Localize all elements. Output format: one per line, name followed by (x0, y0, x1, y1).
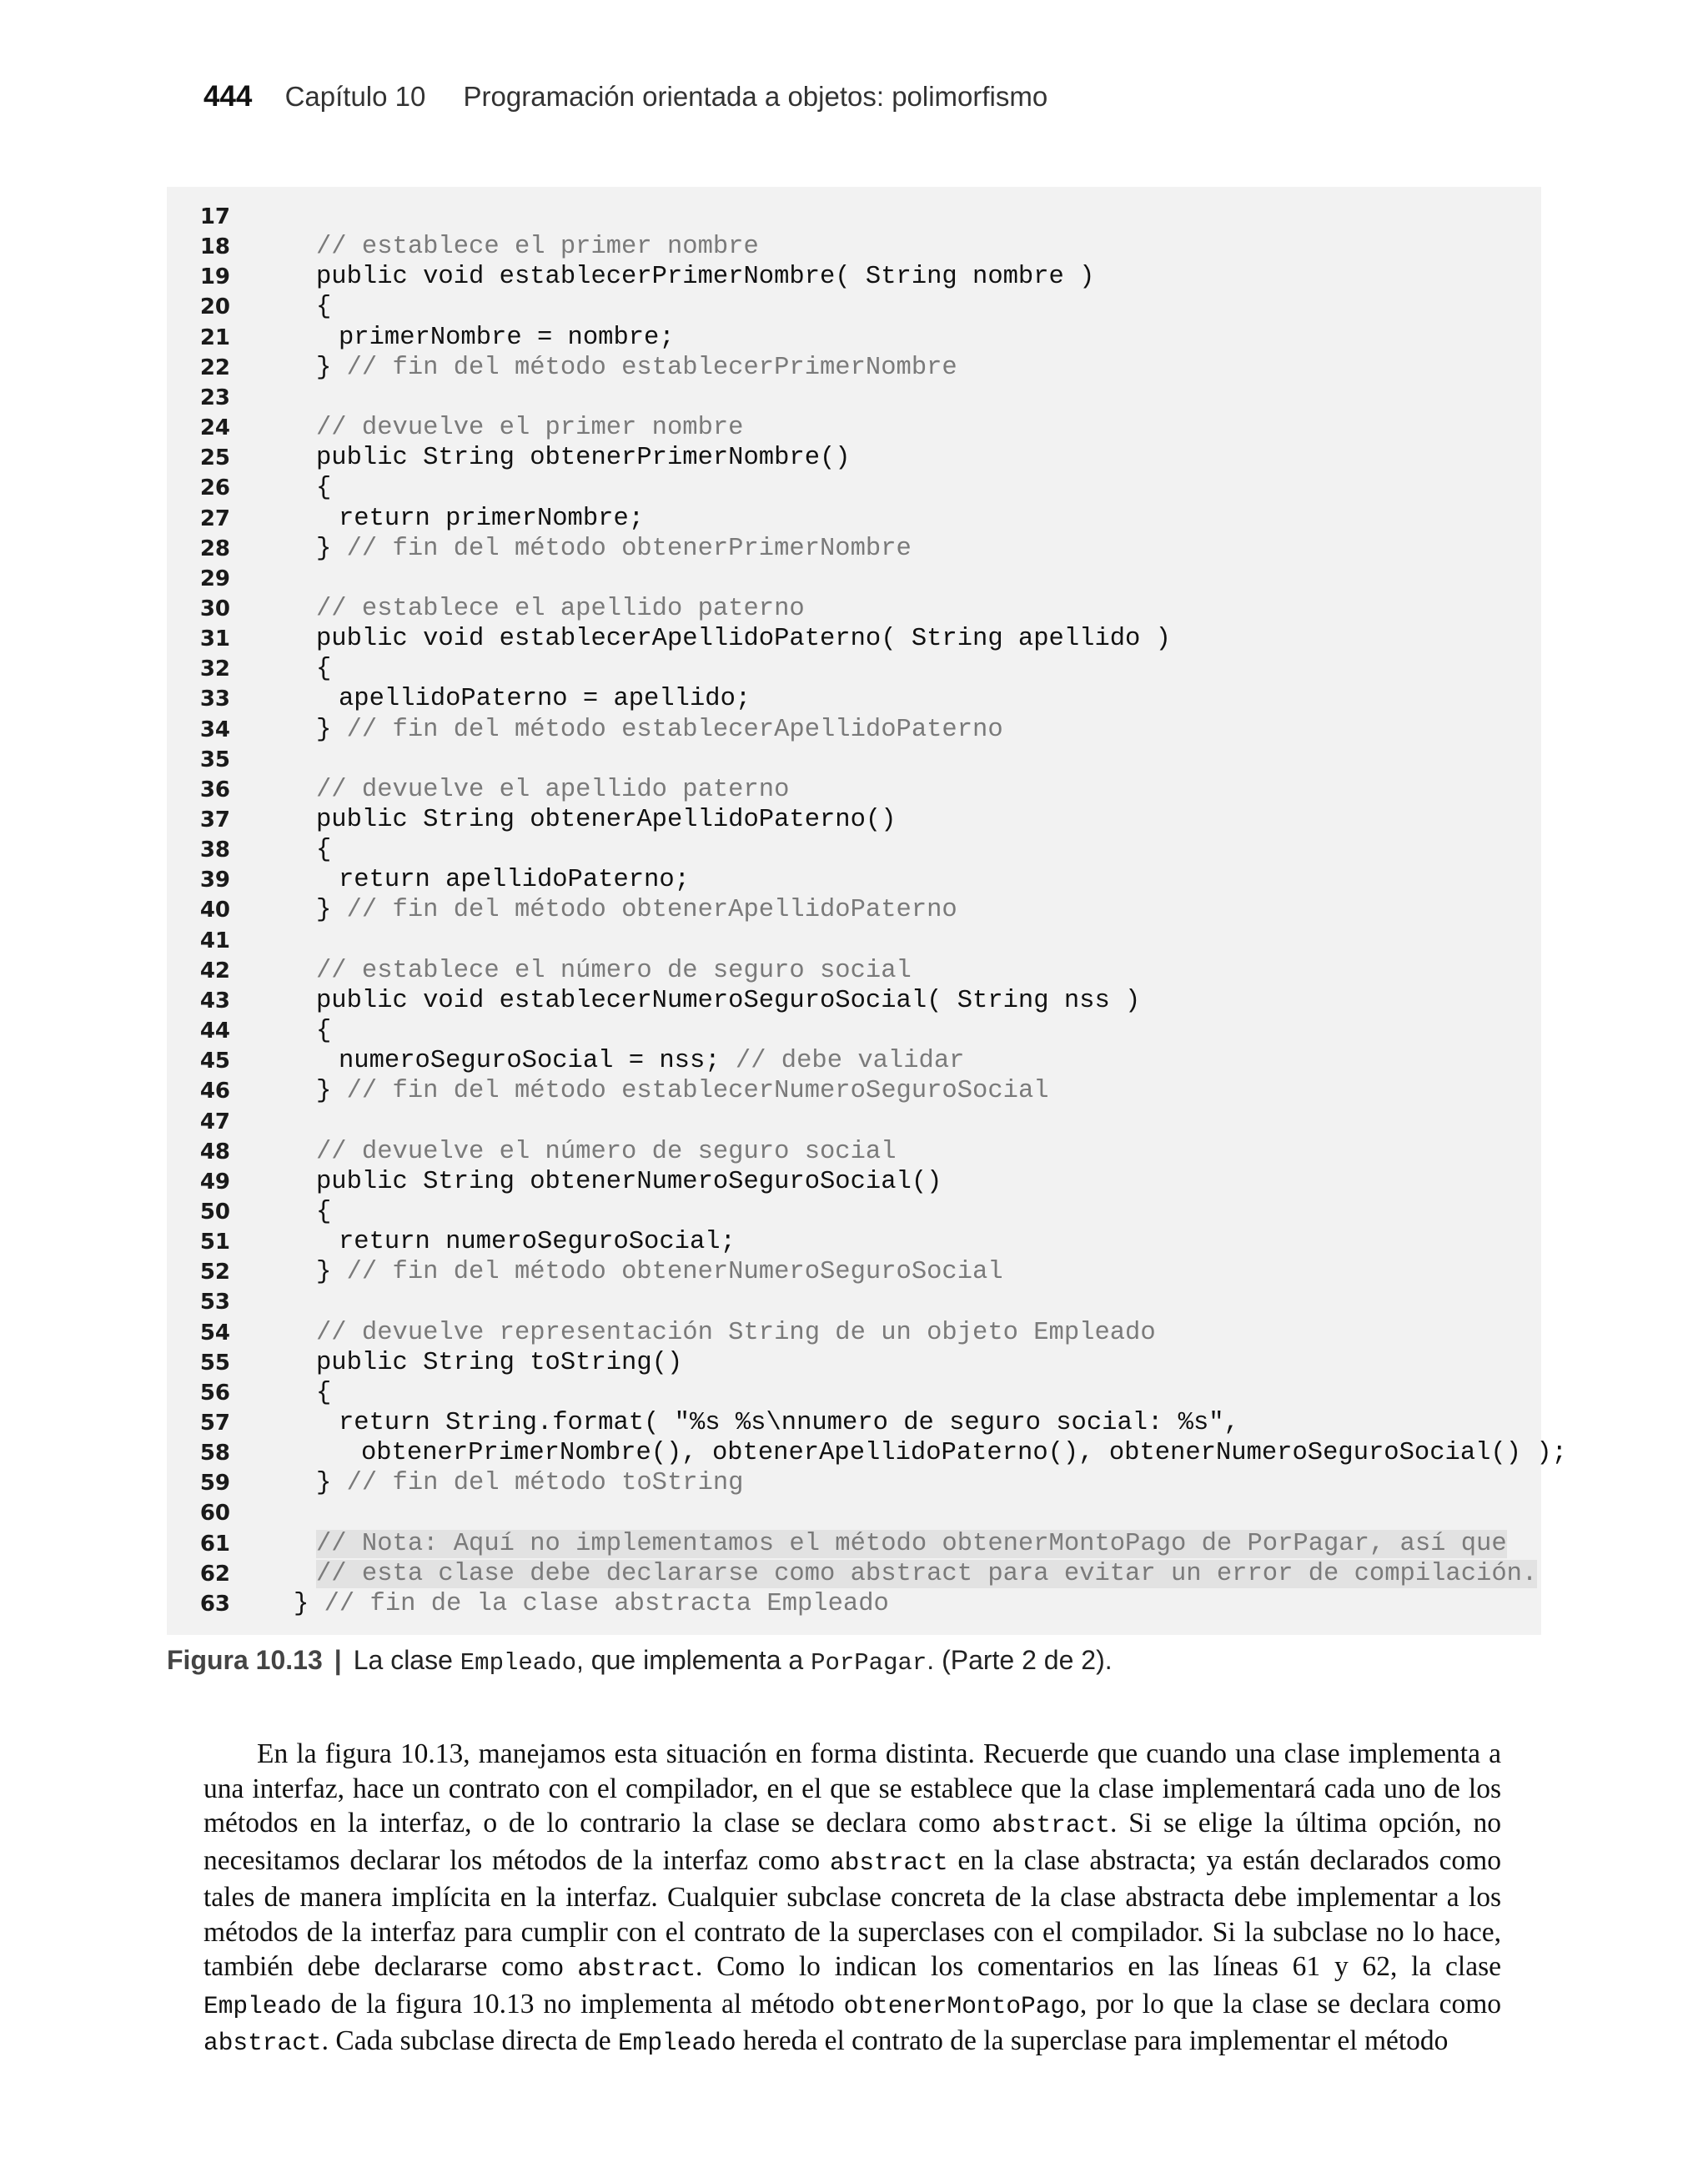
code-comment: // devuelve el número de seguro social (316, 1137, 897, 1166)
code-line (167, 594, 1541, 624)
code-text: { (316, 655, 332, 684)
code-line (167, 504, 1541, 534)
line-number: 42 (199, 958, 230, 983)
code-line (167, 1559, 1541, 1589)
code-line (167, 715, 1541, 745)
line-number: 24 (199, 415, 230, 441)
code-text: { (316, 1378, 332, 1407)
code-line (167, 1227, 1541, 1257)
code-text: { (316, 293, 332, 322)
caption-code: Empleado (460, 1649, 577, 1677)
line-number: 46 (199, 1079, 230, 1104)
code-line (167, 986, 1541, 1016)
body-text (203, 1737, 1501, 2061)
line-number: 56 (199, 1380, 230, 1406)
code-comment: // establece el apellido paterno (316, 594, 805, 623)
caption-text: . (Parte 2 de 2). (927, 1645, 1113, 1675)
line-number: 40 (199, 898, 230, 923)
line-number: 19 (199, 264, 230, 290)
caption-text: , que implementa a (576, 1645, 811, 1675)
line-number: 49 (199, 1169, 230, 1195)
code-text: public void establecerNumeroSeguroSocial( String nss ) (316, 986, 1141, 1015)
inline-code: Empleado (203, 1991, 322, 2020)
code-comment: // establece el primer nombre (316, 233, 759, 262)
code-comment: // fin del método obtenerNumeroSeguroSocial (346, 1258, 1003, 1287)
code-text: obtenerPrimerNombre(), obtenerApellidoPaterno(), obtenerNumeroSeguroSocial() ); (361, 1439, 1567, 1468)
line-number: 25 (199, 445, 230, 471)
line-number: 34 (199, 717, 230, 742)
inline-code: abstract (992, 1811, 1110, 1839)
code-line (167, 1529, 1541, 1559)
code-line (167, 835, 1541, 865)
text-run: . Si se elige la última opción, no necesitamos declarar los métodos de la interfaz como (203, 1808, 1501, 1876)
code-line (167, 1468, 1541, 1498)
line-number: 38 (199, 837, 230, 863)
code-line (167, 1318, 1541, 1348)
code-comment: // esta clase debe declararse como abstract para evitar un error de compilación. (316, 1559, 1538, 1588)
line-number: 60 (199, 1501, 230, 1527)
code-line (167, 1498, 1541, 1528)
line-number: 61 (199, 1531, 230, 1557)
code-line (167, 775, 1541, 805)
chapter-label: Capítulo 10 (284, 81, 426, 112)
line-number: 36 (199, 777, 230, 802)
code-text: } (316, 1469, 347, 1498)
code-line (167, 1589, 1541, 1619)
line-number: 20 (199, 294, 230, 320)
code-text: public void establecerPrimerNombre( String nombre ) (316, 263, 1095, 292)
code-text: return String.format( "%s %s\nnumero de seguro social: %s", (339, 1409, 1239, 1437)
line-number: 47 (199, 1109, 230, 1134)
code-text: public String obtenerNumeroSeguroSocial() (316, 1167, 942, 1196)
line-number: 52 (199, 1260, 230, 1285)
inline-code: abstract (829, 1848, 948, 1877)
code-comment: // devuelve el apellido paterno (316, 775, 790, 804)
code-text: primerNombre = nombre; (339, 323, 675, 352)
line-number: 22 (199, 355, 230, 380)
code-comment: // debe validar (735, 1047, 965, 1076)
line-number: 54 (199, 1320, 230, 1346)
code-text: } (316, 353, 347, 382)
line-number: 53 (199, 1290, 230, 1315)
code-text: { (316, 474, 332, 503)
code-text: public void establecerApellidoPaterno( String apellido ) (316, 625, 1171, 654)
line-number: 45 (199, 1049, 230, 1074)
line-number: 43 (199, 988, 230, 1014)
line-number: 35 (199, 747, 230, 772)
code-line (167, 323, 1541, 353)
code-line (167, 1137, 1541, 1167)
code-line (167, 1107, 1541, 1137)
code-line (167, 383, 1541, 413)
caption-text: La clase (353, 1645, 460, 1675)
code-line (167, 473, 1541, 503)
code-text: public String obtenerApellidoPaterno() (316, 806, 897, 834)
line-number: 51 (199, 1230, 230, 1255)
line-number: 39 (199, 868, 230, 893)
line-number: 44 (199, 1019, 230, 1044)
code-comment: // fin del método establecerApellidoPaterno (346, 715, 1003, 744)
code-comment: // fin del método obtenerPrimerNombre (346, 534, 912, 563)
code-line (167, 1438, 1567, 1468)
code-comment: // fin del método establecerPrimerNombre (346, 353, 957, 382)
code-line (167, 745, 1541, 775)
code-line (167, 1076, 1541, 1106)
chapter-title: Programación orientada a objetos: polimorfismo (463, 81, 1048, 112)
code-line (167, 232, 1541, 262)
line-number: 37 (199, 807, 230, 832)
code-text: } (316, 1077, 347, 1106)
text-run: , por lo que la clase se declara como (1079, 1988, 1502, 2020)
code-line (167, 684, 1541, 714)
inline-code: abstract (577, 1954, 696, 1983)
line-number: 32 (199, 656, 230, 682)
line-number: 31 (199, 626, 230, 652)
code-line (167, 926, 1541, 956)
figure-label: Figura 10.13 (167, 1645, 323, 1675)
code-line (167, 443, 1541, 473)
line-number: 23 (199, 385, 230, 410)
line-number: 30 (199, 596, 230, 621)
code-line (167, 292, 1541, 322)
code-line (167, 1257, 1541, 1287)
code-line (167, 413, 1541, 443)
code-line (167, 1016, 1541, 1046)
code-listing (167, 187, 1567, 1635)
code-comment: // Nota: Aquí no implementamos el método obtenerMontoPago de PorPagar, así que (316, 1529, 1507, 1558)
line-number: 26 (199, 475, 230, 501)
code-line (167, 353, 1541, 383)
code-text: } (316, 896, 347, 925)
code-line (167, 624, 1541, 654)
code-comment: // devuelve representación String de un objeto Empleado (316, 1318, 1156, 1347)
code-text: public String obtenerPrimerNombre() (316, 444, 851, 473)
code-line (167, 1287, 1541, 1317)
code-text: { (316, 1017, 332, 1046)
code-line (167, 262, 1541, 292)
code-line (167, 1408, 1541, 1438)
code-line (167, 895, 1541, 925)
inline-code: abstract (203, 2029, 322, 2057)
page-number: 444 (203, 80, 253, 113)
line-number: 59 (199, 1471, 230, 1496)
code-comment: // fin del método toString (346, 1469, 744, 1498)
text-run: en la clase abstracta; ya están declarados como tales de manera implícita en la interfaz. Cualquier subclase concreta de la clase abstracta debe implementar a los métodos de la interfaz para cumplir con el contrato de la superclases con el compilador. Si la subclase no lo hace, también debe declararse como (203, 1844, 1501, 1982)
code-line (167, 1046, 1541, 1076)
line-number: 48 (199, 1139, 230, 1164)
code-text: { (316, 1197, 332, 1226)
text-run: . Como lo indican los comentarios en las líneas 61 y 62, la clase (696, 1951, 1501, 1982)
line-number: 50 (199, 1199, 230, 1225)
running-head (203, 80, 1047, 113)
code-text: { (316, 836, 332, 865)
code-text: apellidoPaterno = apellido; (339, 685, 751, 714)
code-text: } (316, 534, 347, 563)
code-line (167, 865, 1541, 895)
code-text: return numeroSeguroSocial; (339, 1228, 736, 1257)
line-number: 58 (199, 1441, 230, 1466)
code-text: numeroSeguroSocial = nss; (339, 1047, 736, 1076)
paragraph (203, 1737, 1501, 2061)
text-run: hereda el contrato de la superclase para implementar el método (736, 2025, 1449, 2056)
code-line (167, 1167, 1541, 1197)
code-line (167, 1348, 1541, 1378)
caption-separator: | (334, 1645, 342, 1675)
code-line (167, 202, 1541, 232)
line-number: 18 (199, 234, 230, 260)
line-number: 62 (199, 1561, 230, 1587)
line-number: 29 (199, 566, 230, 591)
code-text: return primerNombre; (339, 504, 645, 533)
line-number: 27 (199, 506, 230, 531)
code-line (167, 1197, 1541, 1227)
code-text: public String toString() (316, 1348, 683, 1377)
code-line (167, 1378, 1541, 1408)
code-text: } (294, 1589, 324, 1618)
figure-caption (167, 1645, 1113, 1677)
code-comment: // fin del método obtenerApellidoPaterno (346, 896, 957, 925)
inline-code: obtenerMontoPago (843, 1991, 1080, 2020)
code-line (167, 654, 1541, 684)
line-number: 57 (199, 1411, 230, 1436)
code-line (167, 805, 1541, 835)
code-comment: // fin de la clase abstracta Empleado (324, 1589, 889, 1618)
code-comment: // establece el número de seguro social (316, 956, 912, 985)
inline-code: Empleado (617, 2029, 736, 2057)
code-text: return apellidoPaterno; (339, 866, 690, 895)
code-line (167, 534, 1541, 564)
text-run: . Cada subclase directa de (321, 2025, 618, 2056)
code-text: } (316, 1258, 347, 1287)
code-line (167, 564, 1541, 594)
line-number: 41 (199, 928, 230, 953)
code-comment: // devuelve el primer nombre (316, 414, 744, 443)
line-number: 55 (199, 1350, 230, 1376)
text-run: de la figura 10.13 no implementa al método (321, 1988, 844, 2020)
code-comment: // fin del método establecerNumeroSeguroSocial (346, 1077, 1049, 1106)
line-number: 33 (199, 687, 230, 712)
line-number: 17 (199, 204, 230, 229)
caption-code: PorPagar (811, 1649, 927, 1677)
code-line (167, 956, 1541, 986)
text-run: En la figura 10.13, manejamos esta situación en forma distinta. Recuerde que cuando una clase implementa a una interfaz, hace un contrato con el compilador, en el que se establece que la clase implementará cada uno de los métodos en la interfaz, o de lo contrario la clase se declara como (203, 1738, 1501, 1838)
code-text: } (316, 715, 347, 744)
line-number: 28 (199, 536, 230, 561)
line-number: 21 (199, 324, 230, 350)
line-number: 63 (199, 1591, 230, 1617)
